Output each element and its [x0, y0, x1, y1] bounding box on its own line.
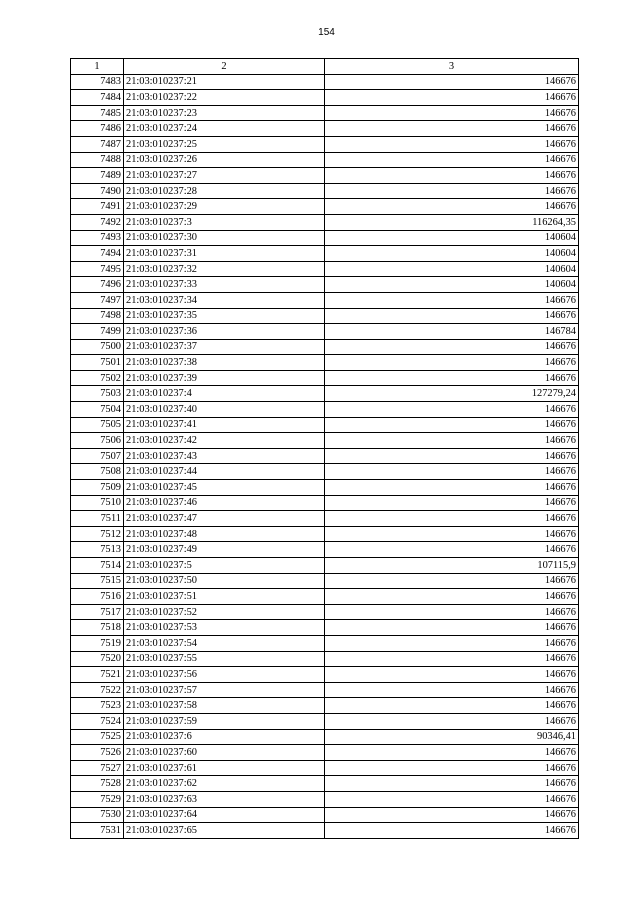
value-cell: 146676 [325, 136, 579, 152]
table-row [71, 745, 579, 761]
value-cell: 146676 [325, 682, 579, 698]
cadastral-number-cell: 21:03:010237:48 [124, 526, 325, 542]
cadastral-number-cell: 21:03:010237:53 [124, 620, 325, 636]
row-number-cell: 7484 [71, 90, 124, 106]
cadastral-number-cell: 21:03:010237:65 [124, 823, 325, 839]
cadastral-number-cell: 21:03:010237:57 [124, 682, 325, 698]
cadastral-number-cell: 21:03:010237:41 [124, 417, 325, 433]
table-row [71, 355, 579, 371]
cadastral-number-cell: 21:03:010237:45 [124, 480, 325, 496]
table-row [71, 370, 579, 386]
table-row [71, 292, 579, 308]
row-number-cell: 7510 [71, 495, 124, 511]
cadastral-number-cell: 21:03:010237:42 [124, 433, 325, 449]
table-row [71, 90, 579, 106]
value-cell: 146676 [325, 183, 579, 199]
cadastral-number-cell: 21:03:010237:49 [124, 542, 325, 558]
table-row [71, 261, 579, 277]
value-cell: 146676 [325, 589, 579, 605]
table-body [71, 74, 579, 838]
row-number-cell: 7490 [71, 183, 124, 199]
cadastral-number-cell: 21:03:010237:27 [124, 168, 325, 184]
row-number-cell: 7519 [71, 635, 124, 651]
row-number-cell: 7486 [71, 121, 124, 137]
data-table [70, 58, 579, 839]
row-number-cell: 7521 [71, 667, 124, 683]
cadastral-number-cell: 21:03:010237:28 [124, 183, 325, 199]
table-row [71, 105, 579, 121]
row-number-cell: 7487 [71, 136, 124, 152]
value-cell: 146676 [325, 745, 579, 761]
row-number-cell: 7496 [71, 277, 124, 293]
row-number-cell: 7491 [71, 199, 124, 215]
value-cell: 140604 [325, 261, 579, 277]
value-cell: 146676 [325, 573, 579, 589]
table-row [71, 464, 579, 480]
table-row [71, 214, 579, 230]
cadastral-number-cell: 21:03:010237:31 [124, 246, 325, 262]
row-number-cell: 7523 [71, 698, 124, 714]
value-cell: 140604 [325, 277, 579, 293]
value-cell: 146676 [325, 292, 579, 308]
cadastral-number-cell: 21:03:010237:4 [124, 386, 325, 402]
table-row [71, 152, 579, 168]
table-row [71, 573, 579, 589]
value-cell: 146676 [325, 713, 579, 729]
table-row [71, 667, 579, 683]
table-row [71, 495, 579, 511]
cadastral-number-cell: 21:03:010237:40 [124, 402, 325, 418]
cadastral-number-cell: 21:03:010237:37 [124, 339, 325, 355]
table-row [71, 121, 579, 137]
value-cell: 146676 [325, 526, 579, 542]
value-cell: 146676 [325, 698, 579, 714]
value-cell: 146676 [325, 542, 579, 558]
row-number-cell: 7515 [71, 573, 124, 589]
table-row [71, 324, 579, 340]
table-row [71, 246, 579, 262]
row-number-cell: 7498 [71, 308, 124, 324]
row-number-cell: 7488 [71, 152, 124, 168]
value-cell: 146676 [325, 635, 579, 651]
cadastral-number-cell: 21:03:010237:50 [124, 573, 325, 589]
cadastral-number-cell: 21:03:010237:23 [124, 105, 325, 121]
row-number-cell: 7503 [71, 386, 124, 402]
row-number-cell: 7522 [71, 682, 124, 698]
value-cell: 146676 [325, 90, 579, 106]
cadastral-number-cell: 21:03:010237:56 [124, 667, 325, 683]
value-cell: 107115,9 [325, 558, 579, 574]
table-row [71, 417, 579, 433]
value-cell: 146676 [325, 448, 579, 464]
table-row [71, 698, 579, 714]
row-number-cell: 7501 [71, 355, 124, 371]
table-row [71, 542, 579, 558]
value-cell: 146676 [325, 152, 579, 168]
value-cell: 146676 [325, 355, 579, 371]
value-cell: 146676 [325, 74, 579, 90]
cadastral-number-cell: 21:03:010237:3 [124, 214, 325, 230]
cadastral-number-cell: 21:03:010237:22 [124, 90, 325, 106]
row-number-cell: 7489 [71, 168, 124, 184]
value-cell: 127279,24 [325, 386, 579, 402]
value-cell: 116264,35 [325, 214, 579, 230]
cadastral-number-cell: 21:03:010237:55 [124, 651, 325, 667]
cadastral-number-cell: 21:03:010237:60 [124, 745, 325, 761]
row-number-cell: 7525 [71, 729, 124, 745]
value-cell: 90346,41 [325, 729, 579, 745]
table-row [71, 308, 579, 324]
row-number-cell: 7528 [71, 776, 124, 792]
table-row [71, 230, 579, 246]
cadastral-number-cell: 21:03:010237:62 [124, 776, 325, 792]
table-row [71, 199, 579, 215]
row-number-cell: 7531 [71, 823, 124, 839]
table-row [71, 277, 579, 293]
value-cell: 146676 [325, 199, 579, 215]
value-cell: 146676 [325, 604, 579, 620]
cadastral-number-cell: 21:03:010237:26 [124, 152, 325, 168]
cadastral-number-cell: 21:03:010237:5 [124, 558, 325, 574]
row-number-cell: 7483 [71, 74, 124, 90]
row-number-cell: 7516 [71, 589, 124, 605]
cadastral-number-cell: 21:03:010237:33 [124, 277, 325, 293]
value-cell: 146676 [325, 402, 579, 418]
value-cell: 146676 [325, 651, 579, 667]
row-number-cell: 7507 [71, 448, 124, 464]
value-cell: 146676 [325, 308, 579, 324]
value-cell: 146676 [325, 667, 579, 683]
value-cell: 146676 [325, 791, 579, 807]
row-number-cell: 7529 [71, 791, 124, 807]
table-row [71, 433, 579, 449]
value-cell: 146676 [325, 760, 579, 776]
cadastral-number-cell: 21:03:010237:58 [124, 698, 325, 714]
table-row [71, 620, 579, 636]
table-row [71, 74, 579, 90]
cadastral-number-cell: 21:03:010237:36 [124, 324, 325, 340]
cadastral-number-cell: 21:03:010237:39 [124, 370, 325, 386]
table-row [71, 604, 579, 620]
cadastral-number-cell: 21:03:010237:43 [124, 448, 325, 464]
value-cell: 146676 [325, 417, 579, 433]
row-number-cell: 7530 [71, 807, 124, 823]
cadastral-number-cell: 21:03:010237:35 [124, 308, 325, 324]
row-number-cell: 7504 [71, 402, 124, 418]
value-cell: 140604 [325, 246, 579, 262]
row-number-cell: 7508 [71, 464, 124, 480]
value-cell: 146676 [325, 339, 579, 355]
column-header-1: 1 [71, 59, 124, 75]
table-row [71, 651, 579, 667]
row-number-cell: 7494 [71, 246, 124, 262]
cadastral-number-cell: 21:03:010237:51 [124, 589, 325, 605]
page-number: 154 [318, 27, 335, 38]
value-cell: 146676 [325, 807, 579, 823]
table-row [71, 807, 579, 823]
value-cell: 146676 [325, 620, 579, 636]
row-number-cell: 7493 [71, 230, 124, 246]
table-row [71, 480, 579, 496]
column-header-3: 3 [325, 59, 579, 75]
cadastral-number-cell: 21:03:010237:63 [124, 791, 325, 807]
table-row [71, 526, 579, 542]
value-cell: 146676 [325, 433, 579, 449]
row-number-cell: 7492 [71, 214, 124, 230]
table-row [71, 183, 579, 199]
table-row [71, 339, 579, 355]
table-row [71, 589, 579, 605]
cadastral-number-cell: 21:03:010237:46 [124, 495, 325, 511]
value-cell: 146676 [325, 370, 579, 386]
value-cell: 146784 [325, 324, 579, 340]
row-number-cell: 7485 [71, 105, 124, 121]
value-cell: 146676 [325, 776, 579, 792]
value-cell: 146676 [325, 121, 579, 137]
table-row [71, 682, 579, 698]
table-row [71, 511, 579, 527]
cadastral-number-cell: 21:03:010237:6 [124, 729, 325, 745]
row-number-cell: 7520 [71, 651, 124, 667]
table-row [71, 729, 579, 745]
row-number-cell: 7518 [71, 620, 124, 636]
table-row [71, 776, 579, 792]
cadastral-number-cell: 21:03:010237:54 [124, 635, 325, 651]
row-number-cell: 7517 [71, 604, 124, 620]
column-header-2: 2 [124, 59, 325, 75]
table-row [71, 136, 579, 152]
cadastral-number-cell: 21:03:010237:61 [124, 760, 325, 776]
table-row [71, 558, 579, 574]
cadastral-number-cell: 21:03:010237:29 [124, 199, 325, 215]
table-row [71, 713, 579, 729]
table-row [71, 448, 579, 464]
cadastral-number-cell: 21:03:010237:38 [124, 355, 325, 371]
row-number-cell: 7499 [71, 324, 124, 340]
row-number-cell: 7524 [71, 713, 124, 729]
table-row [71, 760, 579, 776]
cadastral-number-cell: 21:03:010237:47 [124, 511, 325, 527]
row-number-cell: 7527 [71, 760, 124, 776]
cadastral-number-cell: 21:03:010237:64 [124, 807, 325, 823]
cadastral-number-cell: 21:03:010237:24 [124, 121, 325, 137]
row-number-cell: 7495 [71, 261, 124, 277]
row-number-cell: 7526 [71, 745, 124, 761]
row-number-cell: 7511 [71, 511, 124, 527]
cadastral-number-cell: 21:03:010237:32 [124, 261, 325, 277]
table-row [71, 402, 579, 418]
value-cell: 146676 [325, 168, 579, 184]
value-cell: 146676 [325, 823, 579, 839]
table-row [71, 386, 579, 402]
row-number-cell: 7506 [71, 433, 124, 449]
value-cell: 146676 [325, 105, 579, 121]
row-number-cell: 7497 [71, 292, 124, 308]
table-row [71, 791, 579, 807]
cadastral-number-cell: 21:03:010237:30 [124, 230, 325, 246]
value-cell: 140604 [325, 230, 579, 246]
row-number-cell: 7513 [71, 542, 124, 558]
value-cell: 146676 [325, 464, 579, 480]
row-number-cell: 7512 [71, 526, 124, 542]
cadastral-number-cell: 21:03:010237:59 [124, 713, 325, 729]
row-number-cell: 7509 [71, 480, 124, 496]
table-row [71, 168, 579, 184]
cadastral-number-cell: 21:03:010237:21 [124, 74, 325, 90]
row-number-cell: 7514 [71, 558, 124, 574]
cadastral-number-cell: 21:03:010237:25 [124, 136, 325, 152]
value-cell: 146676 [325, 480, 579, 496]
cadastral-number-cell: 21:03:010237:34 [124, 292, 325, 308]
value-cell: 146676 [325, 511, 579, 527]
cadastral-number-cell: 21:03:010237:44 [124, 464, 325, 480]
table-row [71, 823, 579, 839]
table-header-row [71, 59, 579, 75]
cadastral-number-cell: 21:03:010237:52 [124, 604, 325, 620]
row-number-cell: 7502 [71, 370, 124, 386]
row-number-cell: 7500 [71, 339, 124, 355]
table-row [71, 635, 579, 651]
value-cell: 146676 [325, 495, 579, 511]
row-number-cell: 7505 [71, 417, 124, 433]
